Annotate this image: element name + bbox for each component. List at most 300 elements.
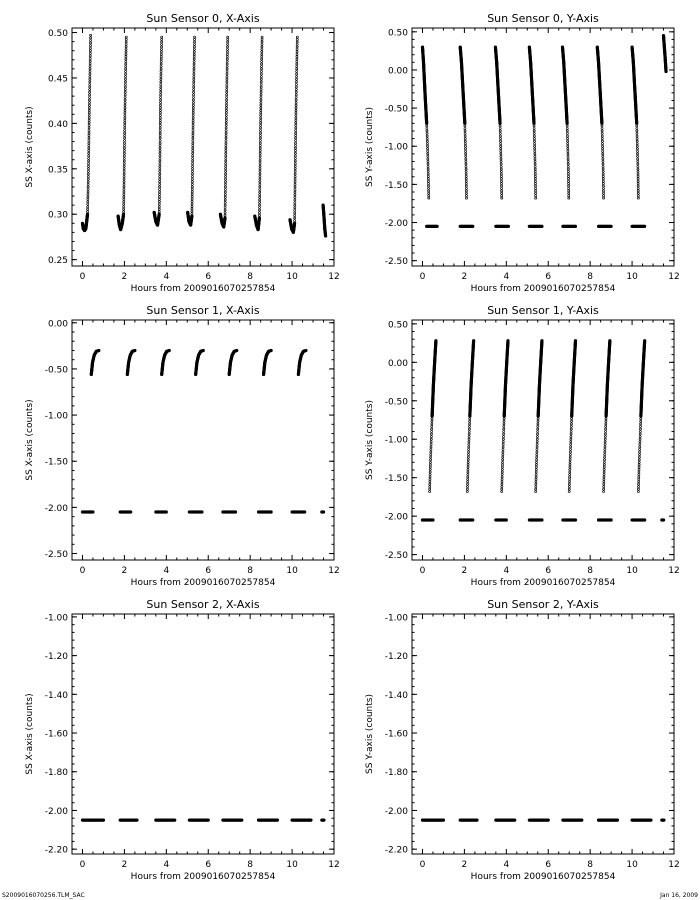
data-segment-0-11 bbox=[221, 510, 237, 513]
data-point bbox=[226, 91, 228, 93]
data-point bbox=[602, 173, 604, 175]
y-tick-label: 0.45 bbox=[47, 74, 68, 85]
chart-panel-1 bbox=[365, 12, 680, 294]
data-point bbox=[193, 53, 195, 55]
data-point bbox=[226, 96, 228, 98]
plot-frame bbox=[412, 320, 674, 560]
data-point bbox=[322, 510, 325, 513]
data-point bbox=[226, 61, 228, 63]
data-point bbox=[88, 160, 90, 162]
data-point bbox=[467, 471, 469, 473]
data-segment-0-5 bbox=[257, 819, 279, 822]
x-axis-label: Hours from 2009016070257854 bbox=[130, 578, 276, 588]
plot-frame bbox=[72, 614, 334, 854]
data-point bbox=[227, 43, 229, 45]
data-point bbox=[261, 63, 263, 65]
data-point bbox=[468, 436, 470, 438]
data-point bbox=[227, 41, 229, 43]
data-segment-1-7 bbox=[421, 518, 435, 521]
data-point bbox=[535, 483, 537, 485]
data-point bbox=[534, 143, 536, 145]
data-point bbox=[464, 127, 466, 129]
data-point bbox=[226, 102, 228, 104]
data-point bbox=[567, 148, 569, 150]
data-point bbox=[158, 208, 160, 210]
data-point bbox=[89, 47, 91, 49]
data-point bbox=[260, 114, 262, 116]
data-point bbox=[259, 147, 261, 149]
data-point bbox=[428, 197, 430, 199]
data-point bbox=[123, 191, 125, 193]
data-point bbox=[123, 196, 125, 198]
data-point bbox=[637, 195, 639, 197]
data-point bbox=[566, 127, 568, 129]
data-point bbox=[125, 36, 127, 38]
chart-panel-3 bbox=[365, 304, 680, 588]
data-point bbox=[224, 191, 226, 193]
data-point bbox=[159, 181, 161, 183]
data-point bbox=[602, 163, 604, 165]
data-point bbox=[429, 466, 431, 468]
data-point bbox=[159, 147, 161, 149]
data-point bbox=[429, 486, 431, 488]
data-point bbox=[88, 119, 90, 121]
data-point bbox=[465, 183, 467, 185]
data-point bbox=[193, 73, 195, 75]
data-point bbox=[123, 206, 125, 208]
data-segment-1-3 bbox=[533, 122, 537, 199]
data-point bbox=[570, 436, 572, 438]
data-point bbox=[191, 176, 193, 178]
data-point bbox=[567, 163, 569, 165]
y-tick-label: -1.00 bbox=[44, 411, 68, 422]
data-point bbox=[604, 433, 606, 435]
data-point bbox=[535, 486, 537, 488]
data-point bbox=[159, 124, 161, 126]
data-point bbox=[568, 190, 570, 192]
data-point bbox=[193, 91, 195, 93]
data-point bbox=[465, 155, 467, 157]
data-point bbox=[499, 135, 501, 137]
x-tick-label: 4 bbox=[503, 860, 510, 870]
data-point bbox=[191, 181, 193, 183]
data-point bbox=[259, 145, 261, 147]
data-point bbox=[501, 471, 503, 473]
data-point bbox=[259, 183, 261, 185]
data-point bbox=[225, 114, 227, 116]
data-point bbox=[226, 58, 228, 60]
data-point bbox=[638, 469, 640, 471]
data-point bbox=[469, 418, 471, 420]
data-point bbox=[259, 150, 261, 152]
data-point bbox=[533, 125, 535, 127]
data-point bbox=[159, 173, 161, 175]
data-point bbox=[125, 68, 127, 70]
data-point bbox=[467, 459, 469, 461]
data-point bbox=[296, 41, 298, 43]
data-point bbox=[427, 175, 429, 177]
data-point bbox=[567, 171, 569, 173]
data-point bbox=[259, 194, 261, 196]
data-point bbox=[503, 423, 505, 425]
data-point bbox=[467, 454, 469, 456]
data-point bbox=[159, 157, 161, 159]
data-point bbox=[125, 53, 127, 55]
data-point bbox=[261, 36, 263, 38]
data-point bbox=[159, 140, 161, 142]
data-segment-1-5 bbox=[258, 36, 263, 219]
data-point bbox=[426, 135, 428, 137]
data-point bbox=[295, 96, 297, 98]
data-point bbox=[129, 510, 132, 513]
data-point bbox=[192, 142, 194, 144]
data-point bbox=[602, 166, 604, 168]
data-point bbox=[124, 99, 126, 101]
data-point bbox=[464, 130, 466, 132]
data-segment-0-4 bbox=[219, 213, 227, 229]
data-point bbox=[260, 86, 262, 88]
y-tick-label: 0.00 bbox=[47, 319, 68, 330]
data-segment-0-9 bbox=[459, 225, 475, 228]
data-point bbox=[227, 39, 229, 41]
data-point bbox=[426, 138, 428, 140]
y-axis-label: SS Y-axis (counts) bbox=[365, 107, 375, 187]
data-point bbox=[193, 76, 195, 78]
data-point bbox=[499, 138, 501, 140]
data-point bbox=[260, 96, 262, 98]
data-point bbox=[160, 61, 162, 63]
data-point bbox=[603, 481, 605, 483]
data-point bbox=[500, 158, 502, 160]
data-point bbox=[638, 471, 640, 473]
data-point bbox=[436, 225, 439, 228]
data-point bbox=[570, 433, 572, 435]
data-point bbox=[259, 178, 261, 180]
data-point bbox=[427, 145, 429, 147]
data-segment-1-6 bbox=[639, 339, 646, 418]
data-point bbox=[191, 205, 193, 207]
data-point bbox=[125, 63, 127, 65]
data-point bbox=[224, 207, 226, 209]
data-point bbox=[160, 96, 162, 98]
data-point bbox=[638, 466, 640, 468]
data-point bbox=[87, 170, 89, 172]
data-point bbox=[616, 819, 619, 822]
data-point bbox=[637, 168, 639, 170]
data-point bbox=[192, 147, 194, 149]
data-segment-0-0 bbox=[421, 819, 445, 822]
data-point bbox=[639, 433, 641, 435]
data-point bbox=[159, 102, 161, 104]
data-point bbox=[568, 178, 570, 180]
data-point bbox=[240, 819, 243, 822]
data-point bbox=[500, 143, 502, 145]
data-point bbox=[501, 464, 503, 466]
data-segment-0-7 bbox=[320, 819, 325, 822]
data-point bbox=[88, 117, 90, 119]
data-point bbox=[192, 119, 194, 121]
data-point bbox=[259, 142, 261, 144]
y-tick-label: 0.35 bbox=[47, 165, 68, 176]
data-point bbox=[534, 153, 536, 155]
y-tick-label: -2.00 bbox=[384, 219, 408, 230]
data-point bbox=[296, 58, 298, 60]
data-point bbox=[637, 178, 639, 180]
data-point bbox=[225, 109, 227, 111]
data-point bbox=[568, 481, 570, 483]
data-point bbox=[261, 48, 263, 50]
data-segment-0-4 bbox=[221, 819, 243, 822]
data-point bbox=[226, 48, 228, 50]
data-point bbox=[224, 204, 226, 206]
data-segment-0-0 bbox=[421, 45, 428, 124]
data-point bbox=[124, 142, 126, 144]
data-point bbox=[295, 107, 297, 109]
data-point bbox=[604, 451, 606, 453]
data-point bbox=[261, 53, 263, 55]
data-point bbox=[465, 160, 467, 162]
data-point bbox=[225, 122, 227, 124]
data-point bbox=[123, 198, 125, 200]
data-point bbox=[637, 187, 639, 189]
data-point bbox=[568, 187, 570, 189]
data-point bbox=[500, 148, 502, 150]
y-tick-label: -0.50 bbox=[44, 365, 68, 376]
data-point bbox=[602, 150, 604, 152]
data-point bbox=[601, 127, 603, 129]
data-point bbox=[124, 86, 126, 88]
data-point bbox=[88, 99, 90, 101]
data-point bbox=[500, 153, 502, 155]
data-point bbox=[304, 349, 307, 352]
data-point bbox=[225, 119, 227, 121]
y-tick-label: -0.50 bbox=[384, 104, 408, 115]
y-axis-label: SS X-axis (counts) bbox=[25, 399, 35, 481]
data-segment-1-3 bbox=[191, 36, 196, 217]
data-segment-1-4 bbox=[566, 122, 570, 199]
y-tick-label: -1.50 bbox=[44, 457, 68, 468]
data-point bbox=[260, 122, 262, 124]
data-point bbox=[159, 114, 161, 116]
data-point bbox=[568, 488, 570, 490]
data-point bbox=[260, 107, 262, 109]
data-point bbox=[601, 125, 603, 127]
data-point bbox=[225, 160, 227, 162]
data-point bbox=[640, 423, 642, 425]
data-point bbox=[602, 153, 604, 155]
data-point bbox=[259, 163, 261, 165]
data-point bbox=[159, 160, 161, 162]
data-point bbox=[639, 438, 641, 440]
data-segment-0-2 bbox=[494, 819, 516, 822]
data-point bbox=[533, 130, 535, 132]
data-point bbox=[602, 145, 604, 147]
data-point bbox=[637, 153, 639, 155]
data-point bbox=[88, 134, 90, 136]
chart-panel-0 bbox=[25, 12, 340, 294]
data-segment-0-7 bbox=[81, 510, 95, 513]
data-point bbox=[643, 225, 646, 228]
data-point bbox=[467, 481, 469, 483]
data-segment-0-1 bbox=[119, 819, 139, 822]
data-point bbox=[259, 186, 261, 188]
data-point bbox=[260, 68, 262, 70]
data-point bbox=[192, 112, 194, 114]
data-segment-0-4 bbox=[561, 45, 569, 124]
data-point bbox=[604, 446, 606, 448]
data-point bbox=[296, 65, 298, 67]
data-point bbox=[566, 135, 568, 137]
x-tick-label: 4 bbox=[163, 272, 170, 282]
data-point bbox=[502, 446, 504, 448]
data-point bbox=[158, 193, 160, 195]
data-segment-0-12 bbox=[257, 510, 273, 513]
data-point bbox=[570, 448, 572, 450]
data-point bbox=[123, 176, 125, 178]
data-point bbox=[427, 171, 429, 173]
data-point bbox=[501, 192, 503, 194]
data-point bbox=[296, 63, 298, 65]
data-point bbox=[535, 488, 537, 490]
data-point bbox=[90, 39, 92, 41]
data-segment-1-0 bbox=[426, 122, 430, 199]
data-point bbox=[124, 83, 126, 85]
data-point bbox=[442, 819, 445, 822]
y-tick-label: -2.20 bbox=[384, 845, 408, 856]
data-point bbox=[534, 145, 536, 147]
data-point bbox=[225, 165, 227, 167]
data-point bbox=[193, 56, 195, 58]
data-point bbox=[261, 61, 263, 63]
data-point bbox=[89, 73, 91, 75]
data-point bbox=[235, 349, 238, 352]
data-point bbox=[226, 99, 228, 101]
data-point bbox=[225, 176, 227, 178]
data-point bbox=[161, 46, 163, 48]
data-point bbox=[294, 147, 296, 149]
data-point bbox=[506, 339, 509, 342]
data-point bbox=[639, 443, 641, 445]
data-point bbox=[294, 163, 296, 165]
data-point bbox=[193, 81, 195, 83]
data-point bbox=[638, 454, 640, 456]
data-point bbox=[640, 420, 642, 422]
data-segment-0-0 bbox=[81, 213, 89, 233]
data-point bbox=[160, 91, 162, 93]
data-point bbox=[640, 418, 642, 420]
data-point bbox=[637, 173, 639, 175]
x-tick-label: 8 bbox=[247, 272, 254, 282]
data-point bbox=[192, 117, 194, 119]
data-point bbox=[226, 51, 228, 53]
data-point bbox=[193, 94, 195, 96]
data-point bbox=[88, 142, 90, 144]
data-point bbox=[428, 190, 430, 192]
data-point bbox=[159, 134, 161, 136]
data-point bbox=[605, 431, 607, 433]
data-point bbox=[260, 119, 262, 121]
data-point bbox=[500, 180, 502, 182]
data-point bbox=[295, 86, 297, 88]
data-point bbox=[464, 135, 466, 137]
data-point bbox=[193, 83, 195, 85]
data-point bbox=[124, 89, 126, 91]
data-point bbox=[427, 148, 429, 150]
data-point bbox=[568, 183, 570, 185]
data-point bbox=[468, 448, 470, 450]
data-point bbox=[225, 168, 227, 170]
data-point bbox=[605, 428, 607, 430]
x-tick-label: 10 bbox=[286, 566, 298, 576]
data-point bbox=[87, 208, 89, 210]
data-point bbox=[503, 433, 505, 435]
data-point bbox=[637, 197, 639, 199]
data-point bbox=[610, 518, 613, 521]
y-tick-label: -1.40 bbox=[384, 690, 408, 701]
data-point bbox=[165, 510, 168, 513]
data-point bbox=[429, 476, 431, 478]
data-point bbox=[123, 211, 125, 213]
data-point bbox=[540, 339, 543, 342]
data-point bbox=[468, 431, 470, 433]
data-point bbox=[499, 125, 501, 127]
data-point bbox=[191, 183, 193, 185]
footer-filename: S2009016070256.TLM_SAC bbox=[2, 892, 85, 899]
data-point bbox=[261, 46, 263, 48]
data-point bbox=[225, 150, 227, 152]
data-point bbox=[601, 138, 603, 140]
x-tick-label: 4 bbox=[163, 860, 170, 870]
data-point bbox=[537, 433, 539, 435]
data-point bbox=[226, 63, 228, 65]
data-point bbox=[158, 206, 160, 208]
data-point bbox=[502, 451, 504, 453]
data-point bbox=[296, 68, 298, 70]
data-point bbox=[605, 423, 607, 425]
data-point bbox=[465, 185, 467, 187]
data-segment-0-2 bbox=[154, 819, 176, 822]
data-point bbox=[159, 129, 161, 131]
data-point bbox=[125, 51, 127, 53]
data-point bbox=[295, 142, 297, 144]
x-tick-label: 2 bbox=[461, 566, 468, 576]
data-point bbox=[603, 469, 605, 471]
data-point bbox=[636, 133, 638, 135]
data-point bbox=[191, 188, 193, 190]
x-tick-label: 12 bbox=[328, 566, 340, 576]
data-point bbox=[193, 65, 195, 67]
data-point bbox=[427, 173, 429, 175]
data-point bbox=[465, 173, 467, 175]
data-point bbox=[224, 201, 226, 203]
data-point bbox=[191, 203, 193, 205]
data-point bbox=[295, 137, 297, 139]
data-point bbox=[207, 819, 210, 822]
x-tick-label: 8 bbox=[247, 860, 254, 870]
data-point bbox=[160, 70, 162, 72]
data-point bbox=[87, 203, 89, 205]
data-point bbox=[431, 420, 433, 422]
data-point bbox=[430, 448, 432, 450]
data-point bbox=[601, 143, 603, 145]
data-point bbox=[159, 183, 161, 185]
data-point bbox=[158, 198, 160, 200]
data-point bbox=[160, 58, 162, 60]
data-segment-1-3 bbox=[537, 339, 544, 418]
data-point bbox=[602, 190, 604, 192]
data-point bbox=[637, 171, 639, 173]
y-tick-label: -1.80 bbox=[44, 768, 68, 779]
